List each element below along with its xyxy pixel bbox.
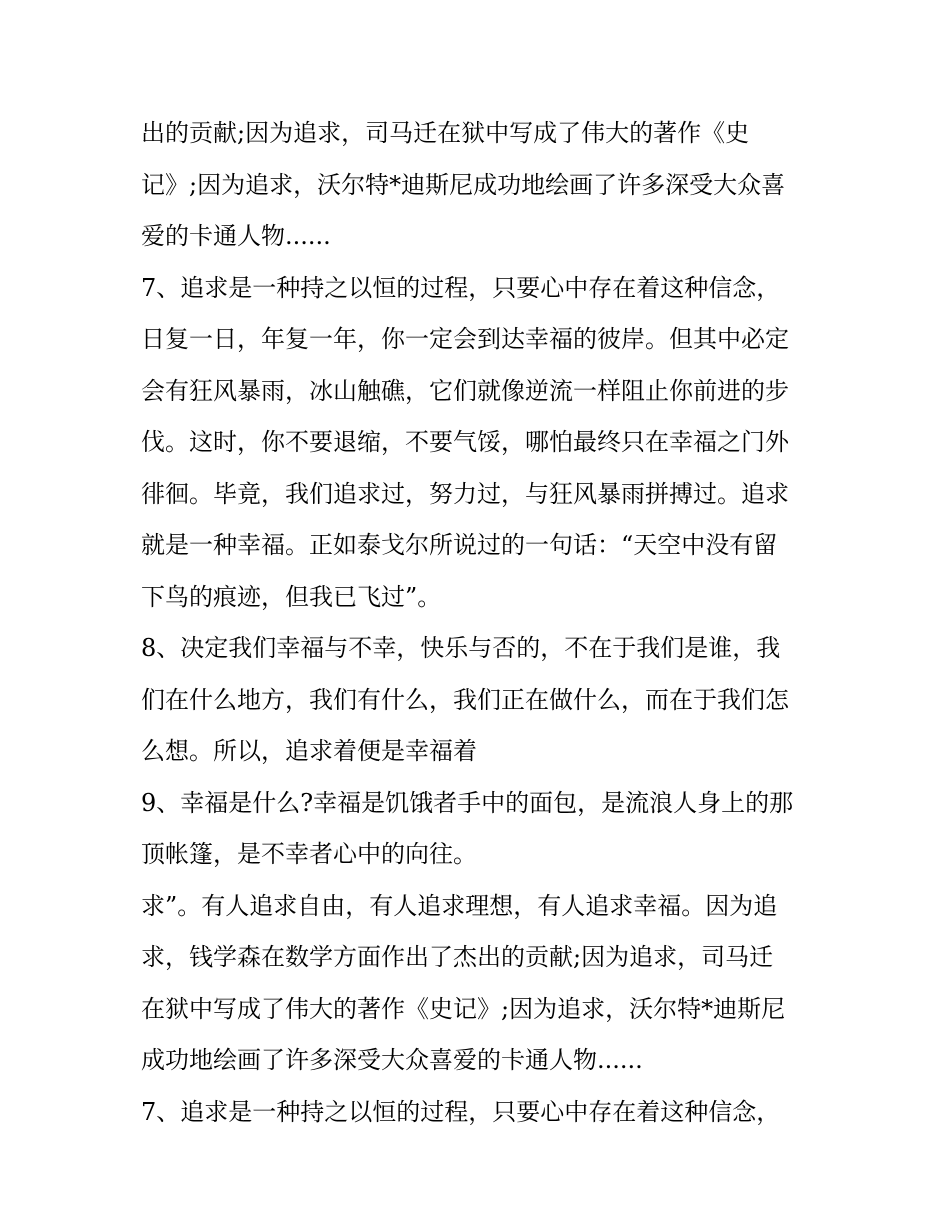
text-line: 7、追求是一种持之以恒的过程，只要心中存在着这种信念， — [141, 273, 781, 302]
text-line: 下鸟的痕迹，但我已飞过”。 — [141, 582, 442, 611]
text-line: 们在什么地方，我们有什么，我们正在做什么，而在于我们怎 — [141, 685, 789, 714]
text-line: 会有狂风暴雨，冰山触礁，它们就像逆流一样阻止你前进的步 — [141, 376, 789, 405]
text-line: 9、幸福是什么?幸福是饥饿者手中的面包，是流浪人身上的那 — [141, 788, 794, 817]
text-line: 顶帐篷，是不幸者心中的向往。 — [141, 840, 477, 868]
text-line: 爱的卡通人物...... — [141, 222, 331, 250]
text-line: 徘徊。毕竟，我们追求过，努力过，与狂风暴雨拼搏过。追求 — [141, 479, 789, 508]
text-line: 记》;因为追求，沃尔特*迪斯尼成功地绘画了许多深受大众喜 — [141, 170, 786, 199]
text-line: 出的贡献;因为追求，司马迁在狱中写成了伟大的著作《史 — [141, 119, 750, 147]
text-line: 成功地绘画了许多深受大众喜爱的卡通人物...... — [141, 1046, 643, 1074]
text-line: 日复一日，年复一年，你一定会到达幸福的彼岸。但其中必定 — [141, 325, 789, 353]
text-line: 么想。所以，追求着便是幸福着 — [141, 737, 477, 765]
text-line: 求，钱学森在数学方面作出了杰出的贡献;因为追求，司马迁 — [141, 943, 774, 971]
text-line: 在狱中写成了伟大的著作《史记》;因为追求，沃尔特*迪斯尼 — [141, 994, 786, 1023]
text-line: 7、追求是一种持之以恒的过程，只要心中存在着这种信念， — [141, 1097, 781, 1126]
text-line: 求”。有人追求自由，有人追求理想，有人追求幸福。因为追 — [141, 891, 778, 920]
text-line: 就是一种幸福。正如泰戈尔所说过的一句话：“天空中没有留 — [141, 531, 778, 559]
text-line: 8、决定我们幸福与不幸，快乐与否的，不在于我们是谁，我 — [141, 634, 781, 662]
text-line: 伐。这时，你不要退缩，不要气馁，哪怕最终只在幸福之门外 — [141, 428, 789, 456]
body-text — [141, 108, 831, 1138]
